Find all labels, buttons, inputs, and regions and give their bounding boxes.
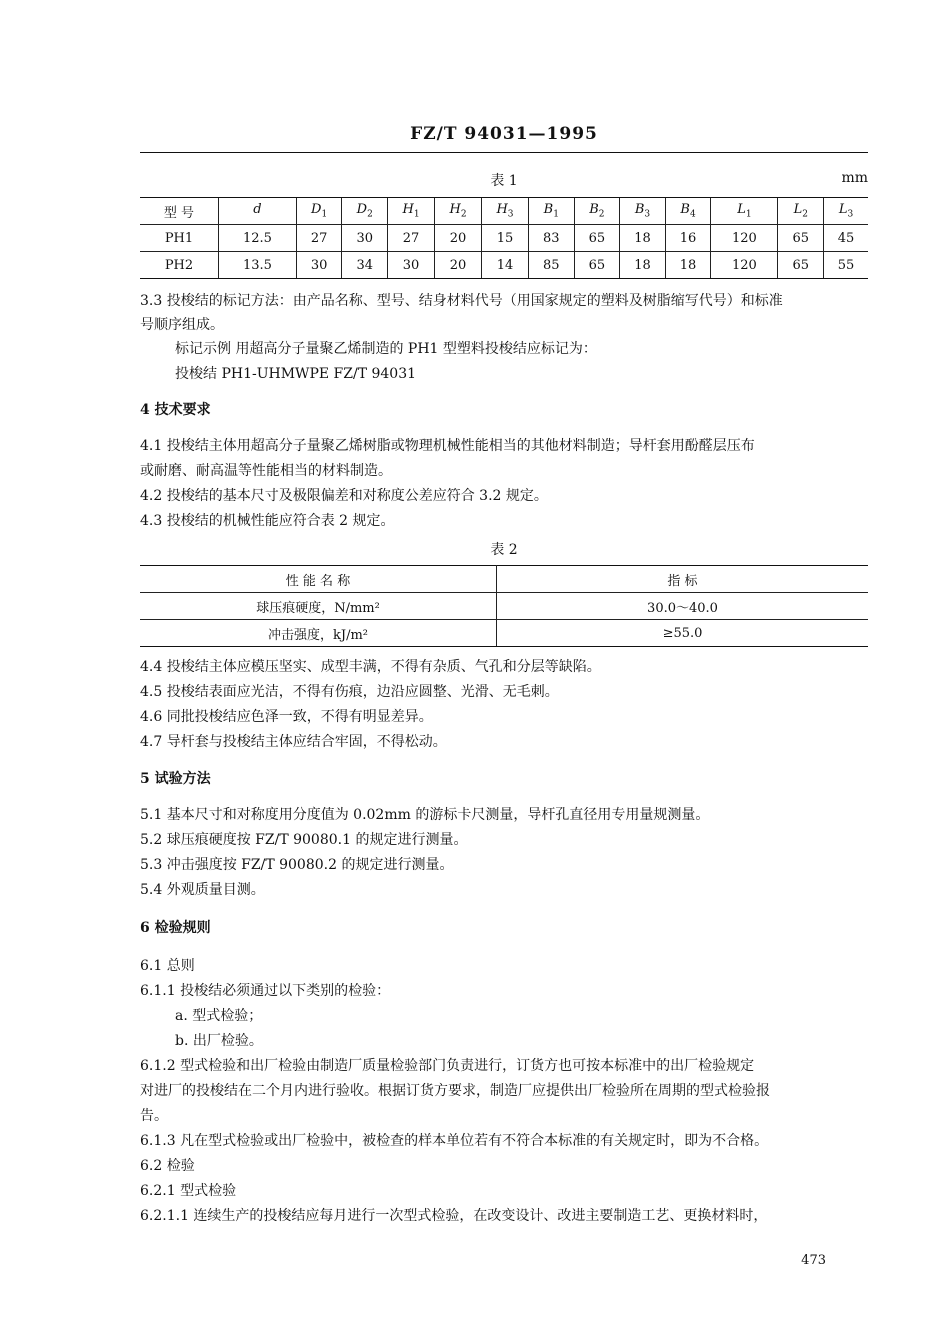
page-number: 473	[801, 1253, 826, 1268]
table1-header-row	[140, 198, 868, 225]
table-cell: 20	[435, 252, 482, 279]
standard-header: FZ/T 94031—1995	[410, 124, 598, 144]
clause-4-1-line1: 4.1 投梭结主体用超高分子量聚乙烯树脂或物理机械性能相当的其他材料制造；导杆套用酚醛层压布	[140, 438, 755, 454]
table1-header-cell: $H_2$	[435, 198, 482, 225]
marking-code: 投梭结 PH1-UHMWPE FZ/T 94031	[175, 366, 417, 382]
list-item-a: a. 型式检验；	[175, 1008, 263, 1024]
table-cell: 45	[824, 225, 868, 252]
table1-header-cell: $B_1$	[528, 198, 574, 225]
clause-6-1-2-line2: 对进厂的投梭结在二个月内进行验收。根据订货方要求，制造厂应提供出厂检验所在周期的型式检验报	[140, 1083, 770, 1099]
marking-example: 标记示例 用超高分子量聚乙烯制造的 PH1 型塑料投梭结应标记为：	[175, 341, 597, 357]
table-cell: PH1	[140, 225, 219, 252]
section-4-title: 4 技术要求	[140, 402, 211, 418]
clause-4-7: 4.7 导杆套与投梭结主体应结合牢固，不得松动。	[140, 734, 447, 750]
clause-5-1: 5.1 基本尺寸和对称度用分度值为 0.02mm 的游标卡尺测量，导杆孔直径用专用量规测量。	[140, 807, 710, 823]
header-rule	[140, 152, 868, 153]
clause-6-2-1: 6.2.1 型式检验	[140, 1183, 237, 1199]
table-cell: 65	[574, 252, 620, 279]
table1-header-cell: $B_2$	[574, 198, 620, 225]
table2-header-property: 性 能 名 称	[140, 566, 497, 593]
section-6-title: 6 检验规则	[140, 920, 211, 936]
clause-6-2: 6.2 检验	[140, 1158, 195, 1174]
list-item-b: b. 出厂检验。	[175, 1033, 263, 1049]
table-cell: 27	[296, 225, 342, 252]
table-cell: 27	[388, 225, 435, 252]
clause-5-2: 5.2 球压痕硬度按 FZ/T 90080.1 的规定进行测量。	[140, 832, 468, 848]
table1-unit: mm	[841, 170, 868, 186]
clause-4-2: 4.2 投梭结的基本尺寸及极限偏差和对称度公差应符合 3.2 规定。	[140, 488, 548, 504]
table1-caption: 表 1	[490, 173, 518, 189]
table-cell: 14	[482, 252, 529, 279]
table1-header-cell: d	[219, 198, 297, 225]
table1-header-cell: $H_3$	[482, 198, 529, 225]
clause-6-1-3: 6.1.3 凡在型式检验或出厂检验中，被检查的样本单位若有不符合本标准的有关规定时，即为不合格。	[140, 1133, 769, 1149]
table-cell: 65	[778, 252, 824, 279]
table-cell: 20	[435, 225, 482, 252]
table-cell: 120	[711, 225, 778, 252]
table-cell: 30	[388, 252, 435, 279]
clause-4-3: 4.3 投梭结的机械性能应符合表 2 规定。	[140, 513, 395, 529]
table-cell: 15	[482, 225, 529, 252]
table-row	[140, 225, 868, 252]
table-cell: 16	[665, 225, 711, 252]
table-row	[140, 620, 868, 647]
clause-5-3: 5.3 冲击强度按 FZ/T 90080.2 的规定进行测量。	[140, 857, 454, 873]
clause-6-1: 6.1 总则	[140, 958, 195, 974]
table-row	[140, 252, 868, 279]
table-cell: 55	[824, 252, 868, 279]
table-cell: 65	[778, 225, 824, 252]
mechanical-properties-table	[140, 565, 868, 647]
table2-header-row	[140, 566, 868, 593]
table-cell: 34	[342, 252, 388, 279]
table1-header-cell: $L_2$	[778, 198, 824, 225]
table-cell: 83	[528, 225, 574, 252]
table-cell: ≥55.0	[497, 620, 869, 647]
clause-6-2-1-1: 6.2.1.1 连续生产的投梭结应每月进行一次型式检验，在改变设计、改进主要制造工艺、更换材料时，	[140, 1208, 768, 1224]
clause-3-3-line1: 3.3 投梭结的标记方法：由产品名称、型号、结身材料代号（用国家规定的塑料及树脂缩写代号）和标准	[140, 293, 783, 309]
table-cell: 85	[528, 252, 574, 279]
table-cell: 30	[296, 252, 342, 279]
table-cell: 120	[711, 252, 778, 279]
table2-header-index: 指 标	[497, 566, 869, 593]
table-cell: 30.0～40.0	[497, 593, 869, 620]
table-cell: PH2	[140, 252, 219, 279]
table-cell: 球压痕硬度，N/mm²	[140, 593, 497, 620]
table1-header-cell: $L_3$	[824, 198, 868, 225]
table1-header-model: 型 号	[140, 198, 219, 225]
clause-6-1-2-line3: 告。	[140, 1108, 168, 1124]
table-cell: 18	[665, 252, 711, 279]
clause-4-5: 4.5 投梭结表面应光洁，不得有伤痕，边沿应圆整、光滑、无毛刺。	[140, 684, 559, 700]
clause-5-4: 5.4 外观质量目测。	[140, 882, 265, 898]
clause-4-4: 4.4 投梭结主体应模压坚实、成型丰满，不得有杂质、气孔和分层等缺陷。	[140, 659, 601, 675]
table1-header-cell: $D_1$	[296, 198, 342, 225]
clause-6-1-2-line1: 6.1.2 型式检验和出厂检验由制造厂质量检验部门负责进行，订货方也可按本标准中的出厂检验规定	[140, 1058, 755, 1074]
table-cell: 65	[574, 225, 620, 252]
table-cell: 18	[620, 225, 666, 252]
table-cell: 13.5	[219, 252, 297, 279]
table1-header-cell: $B_3$	[620, 198, 666, 225]
table-cell: 18	[620, 252, 666, 279]
table1-header-cell: $L_1$	[711, 198, 778, 225]
dimension-table	[140, 197, 868, 279]
table1-header-cell: $B_4$	[665, 198, 711, 225]
table-cell: 30	[342, 225, 388, 252]
table1-header-cell: $H_1$	[388, 198, 435, 225]
clause-4-6: 4.6 同批投梭结应色泽一致，不得有明显差异。	[140, 709, 433, 725]
clause-6-1-1: 6.1.1 投梭结必须通过以下类别的检验：	[140, 983, 391, 999]
table-cell: 12.5	[219, 225, 297, 252]
table-row	[140, 593, 868, 620]
table1-header-cell: $D_2$	[342, 198, 388, 225]
clause-3-3-line2: 号顺序组成。	[140, 317, 224, 333]
table-cell: 冲击强度，kJ/m²	[140, 620, 497, 647]
section-5-title: 5 试验方法	[140, 771, 211, 787]
table2-caption: 表 2	[490, 542, 518, 558]
clause-4-1-line2: 或耐磨、耐高温等性能相当的材料制造。	[140, 463, 392, 479]
